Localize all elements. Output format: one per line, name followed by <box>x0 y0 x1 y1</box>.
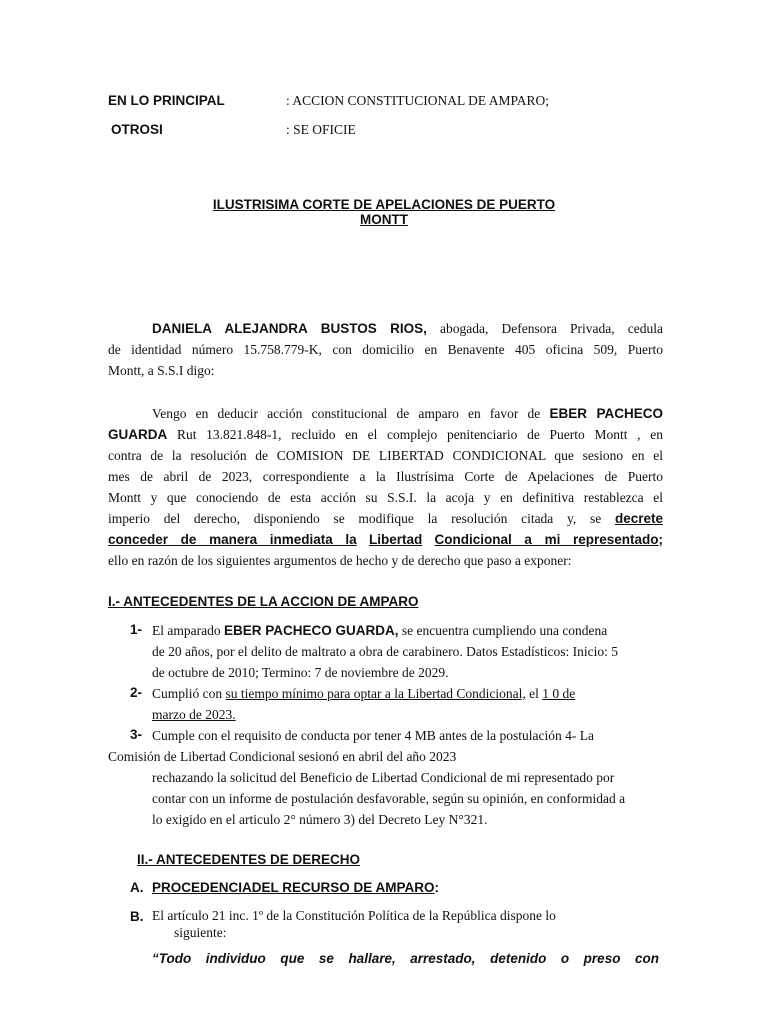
item-3-number: 3- <box>130 727 143 742</box>
section-1-title: I.- ANTECEDENTES DE LA ACCION DE AMPARO <box>108 594 419 609</box>
petition-line-2: GUARDA Rut 13.821.848-1, recluido en el complejo penitenciario de Puerto Montt , en <box>108 427 663 442</box>
item-a-text: PROCEDENCIADEL RECURSO DE AMPARO: <box>152 880 440 895</box>
item-b-text: El artículo 21 inc. 1º de la Constitución Política de la República dispone lo siguiente: <box>152 908 556 940</box>
petition-line-1: Vengo en deducir acción constitucional de amparo en favor de EBER PACHECO <box>152 406 663 421</box>
item-3-details: rechazando la solicitud del Beneficio de Libertad Condicional de mi representado por contar con un informe de postulación desfavorable, según su opinión, en conformidad a lo exigido en el articulo 2° número 3) del Decreto Ley N°321. <box>152 770 626 827</box>
item-1-text: El amparado EBER PACHECO GUARDA, se encuentra cumpliendo una condena de 20 años, por el delito de maltrato a obra de carabinero. Datos Estadísticos: Inicio: 5 de octubre de 2010; Termino: 7 de noviembre de 2029. <box>152 623 618 680</box>
petition-line-8: ello en razón de los siguientes argumentos de hecho y de derecho que paso a exponer: <box>108 553 572 568</box>
intro-paragraph <box>108 318 663 381</box>
item-a-label: A. <box>130 880 144 895</box>
petition-line-4: mes de abril de 2023, correspondiente a la Ilustrísima Corte de Apelaciones de Puerto <box>108 469 663 484</box>
item-3-continuation: Comisión de Libertad Condicional sesionó en abril del año 2023 <box>108 749 457 764</box>
petition-line-7: conceder de manera inmediata la Libertad Condicional a mi representado; <box>108 532 664 547</box>
petition-line-3: contra de la resolución de COMISION DE LIBERTAD CONDICIONAL que sesiono en el <box>108 448 663 463</box>
client-name: EBER PACHECO <box>549 406 663 421</box>
otrosi-value: : SE OFICIE <box>286 122 356 137</box>
court-heading-line-2: MONTT <box>360 212 408 227</box>
intro-line-3: Montt, a S.S.I digo: <box>108 363 215 378</box>
item-2-number: 2- <box>130 685 143 700</box>
principal-value: : ACCION CONSTITUCIONAL DE AMPARO; <box>286 93 550 108</box>
constitution-quote: “Todo individuo que se hallare, arrestado, detenido o preso con <box>152 951 659 966</box>
item-3-text: Cumple con el requisito de conducta por tener 4 MB antes de la postulación 4- La <box>152 728 594 743</box>
otrosi-label: OTROSI <box>111 122 163 137</box>
court-heading <box>180 197 588 227</box>
section-2-title: II.- ANTECEDENTES DE DERECHO <box>137 852 361 867</box>
petition-line-5: Montt y que conociendo de esta acción su S.S.I. la acoja y en definitiva restablezca el <box>108 490 663 505</box>
lawyer-name: DANIELA ALEJANDRA BUSTOS RIOS, <box>152 321 427 336</box>
item-b-label: B. <box>130 909 144 924</box>
intro-line-1: DANIELA ALEJANDRA BUSTOS RIOS, abogada, Defensora Privada, cedula <box>152 321 663 336</box>
intro-line-2: de identidad número 15.758.779-K, con domicilio en Benavente 405 oficina 509, Puerto <box>108 342 663 357</box>
petition-line-6: imperio del derecho, disponiendo se modifique la resolución citada y, se decrete <box>108 511 663 526</box>
item-1-number: 1- <box>130 622 143 637</box>
request-emphasis: decrete <box>614 511 663 526</box>
item-2-text: Cumplió con su tiempo mínimo para optar a la Libertad Condicional, el 1 0 de marzo de 2023. <box>152 686 576 722</box>
principal-label: EN LO PRINCIPAL <box>108 93 225 108</box>
court-heading-line-1: ILUSTRISIMA CORTE DE APELACIONES DE PUERTO <box>212 197 556 212</box>
petition-paragraph <box>108 403 663 571</box>
